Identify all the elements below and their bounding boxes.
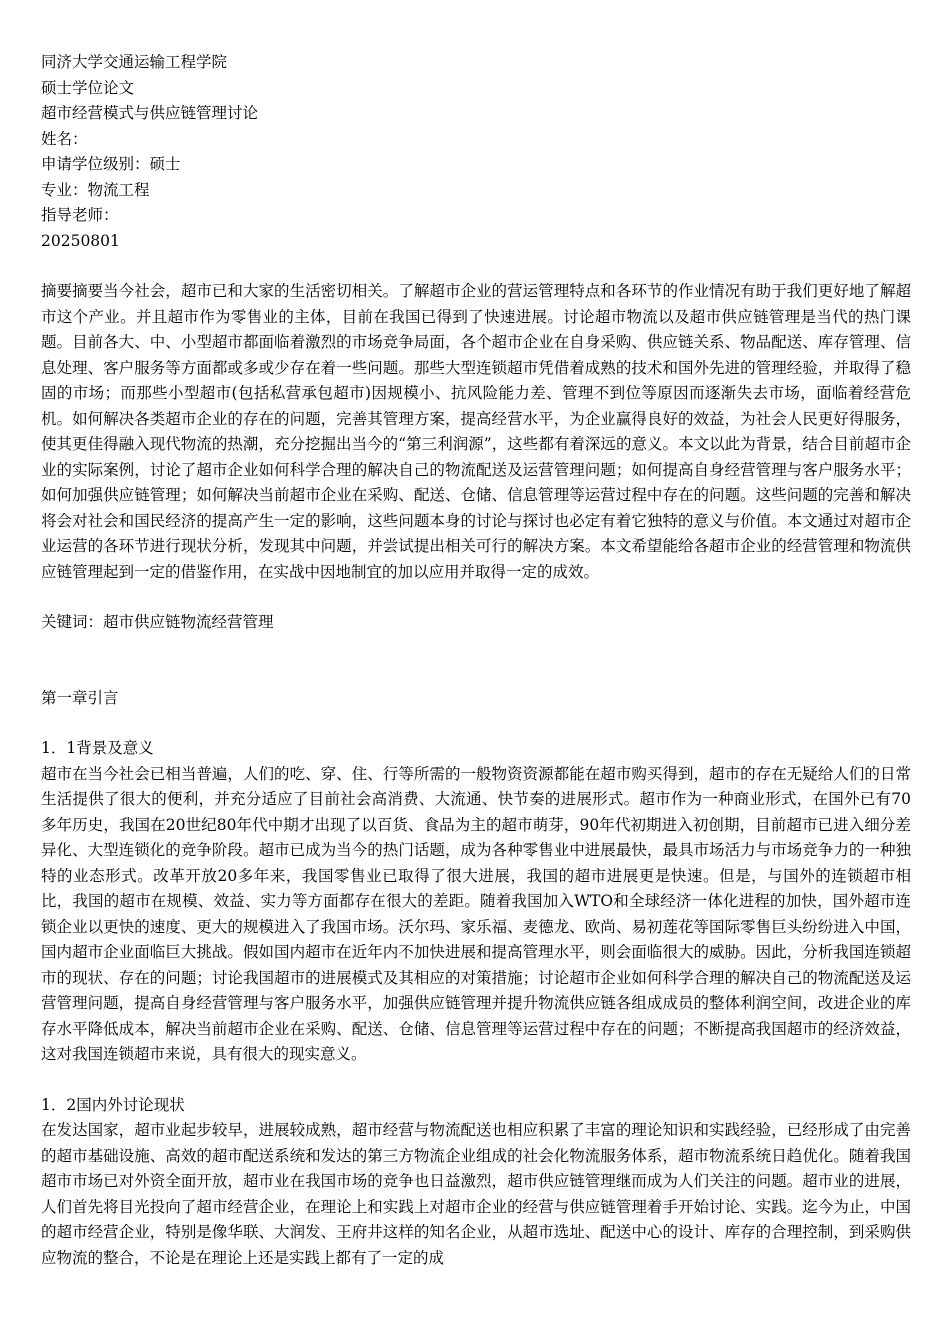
author-name-field: 姓名： (41, 129, 88, 148)
degree-type: 硕士学位论文 (41, 78, 135, 97)
section-heading-1-1: 1．1背景及意义 (41, 739, 154, 757)
advisor-field: 指导老师： (41, 206, 119, 224)
degree-level-field: 申请学位级别：硕士 (41, 155, 181, 173)
abstract-paragraph: 摘要摘要当今社会，超市已和大家的生活密切相关。了解超市企业的营运管理特点和各环节的作业情况有助于我们更好地了解超市这个产业。并且超市作为零售业的主体，目前在我国已得到了快速进展。讨论超市物流以及超市供应链管理是当代的热门课题。目前各大、中、小型超市都面临着激烈的市场竞争局面，各个超市企业在自身采购、供应链关系、物品配送、库存管理、信息处理、客户服务等方面都或多或少存在着一些问题。那些大型连锁超市凭借着成熟的技术和国外先进的管理经验，并取得了稳固的市场；而那些小型超市(包括私营承包超市)因规模小、抗风险能力差、管理不到位等原因而逐渐失去市场，面临着经营危机。如何解决各类超市企业的存在的问题，完善其管理方案，提高经营水平，为企业赢得良好的效益，为社会人民更好得服务，使其更佳得融入现代物流的热潮，充分挖掘出当今的“第三利润源”，这些都有着深远的意义。本文以此为背景，结合目前超市企业的实际案例，讨论了超市企业如何科学合理的解决自己的物流配送及运营管理问题；如何提高自身经营管理与客户服务水平；如何加强供应链管理；如何解决当前超市企业在采购、配送、仓储、信息管理等运营过程中存在的问题。这些问题的完善和解决将会对社会和国民经济的提高产生一定的影响，这些问题本身的讨论与探讨也必定有着它独特的意义与价值。本文通过对超市企业运营的各环节进行现状分析，发现其中问题，并尝试提出相关可行的解决方案。本文希望能给各超市企业的经营管理和物流供应链管理起到一定的借鉴作用，在实战中因地制宜的加以应用并取得一定的成效。 (41, 282, 911, 581)
keywords-line: 关键词：超市供应链物流经营管理 (41, 613, 274, 631)
spacer (41, 636, 911, 686)
document-page (41, 50, 911, 1271)
chapter-heading: 第一章引言 (41, 688, 119, 707)
spacer (41, 711, 911, 736)
spacer (41, 585, 911, 610)
section-1-2-paragraph: 在发达国家，超市业起步较早，进展较成熟，超市经营与物流配送也相应积累了丰富的理论知识和实践经验，已经形成了由完善的超市基础设施、高效的超市配送系统和发达的第三方物流企业组成的社会化物流服务体系，超市物流系统日趋优化。随着我国超市市场已对外资全面开放，超市业在我国市场的竞争也日益激烈，超市供应链管理继而成为人们关注的问题。超市业的进展，人们首先将目光投向了超市经营企业，在理论上和实践上对超市企业的经营与供应链管理着手开始讨论、实践。迄今为止，中国的超市经营企业，特别是像华联、大润发、王府井这样的知名企业，从超市选址、配送中心的设计、库存的合理控制，到采购供应物流的整合，不论是在理论上还是实践上都有了一定的成 (41, 1121, 911, 1267)
thesis-title: 超市经营模式与供应链管理讨论 (41, 104, 259, 122)
section-1-1-paragraph: 超市在当今社会已相当普遍，人们的吃、穿、住、行等所需的一般物资资源都能在超市购买得到，超市的存在无疑给人们的日常生活提供了很大的便利，并充分适应了目前社会高消费、大流通、快节奏的进展形式。超市作为一种商业形式，在国外已有70多年历史，我国在20世纪80年代中期才出现了以百货、食品为主的超市萌芽，90年代初期进入初创期，目前超市已进入细分差异化、大型连锁化的竞争阶段。超市已成为当今的热门话题，成为各种零售业中进展最快，最具市场活力与市场竞争力的一种独特的业态形式。改革开放20多年来，我国零售业已取得了很大进展，我国的超市进展更是快速。但是，与国外的连锁超市相比，我国的超市在规模、效益、实力等方面都存在很大的差距。随着我国加入WTO和全球经济一体化进程的加快，国外超市连锁企业以更快的速度、更大的规模进入了我国市场。沃尔玛、家乐福、麦德龙、欧尚、易初莲花等国际零售巨头纷纷进入中国，国内超市企业面临巨大挑战。假如国内超市在近年内不加快进展和提高管理水平，则会面临很大的威胁。因此，分析我国连锁超市的现状、存在的问题；讨论我国超市的进展模式及其相应的对策措施；讨论超市企业如何科学合理的解决自己的物流配送及运营管理问题，提高自身经营管理与客户服务水平，加强供应链管理并提升物流供应链各组成成员的整体利润空间，改进企业的库存水平降低成本，解决当前超市企业在采购、配送、仓储、信息管理等运营过程中存在的问题；不断提高我国超市的经济效益，这对我国连锁超市来说，具有很大的现实意义。 (41, 764, 911, 1063)
spacer (41, 254, 911, 279)
section-heading-1-2: 1．2国内外讨论现状 (41, 1095, 185, 1114)
title-block (41, 50, 911, 254)
major-field: 专业：物流工程 (41, 180, 150, 199)
thesis-date: 20250801 (41, 231, 120, 250)
spacer (41, 1068, 911, 1093)
school-name: 同济大学交通运输工程学院 (41, 53, 228, 71)
